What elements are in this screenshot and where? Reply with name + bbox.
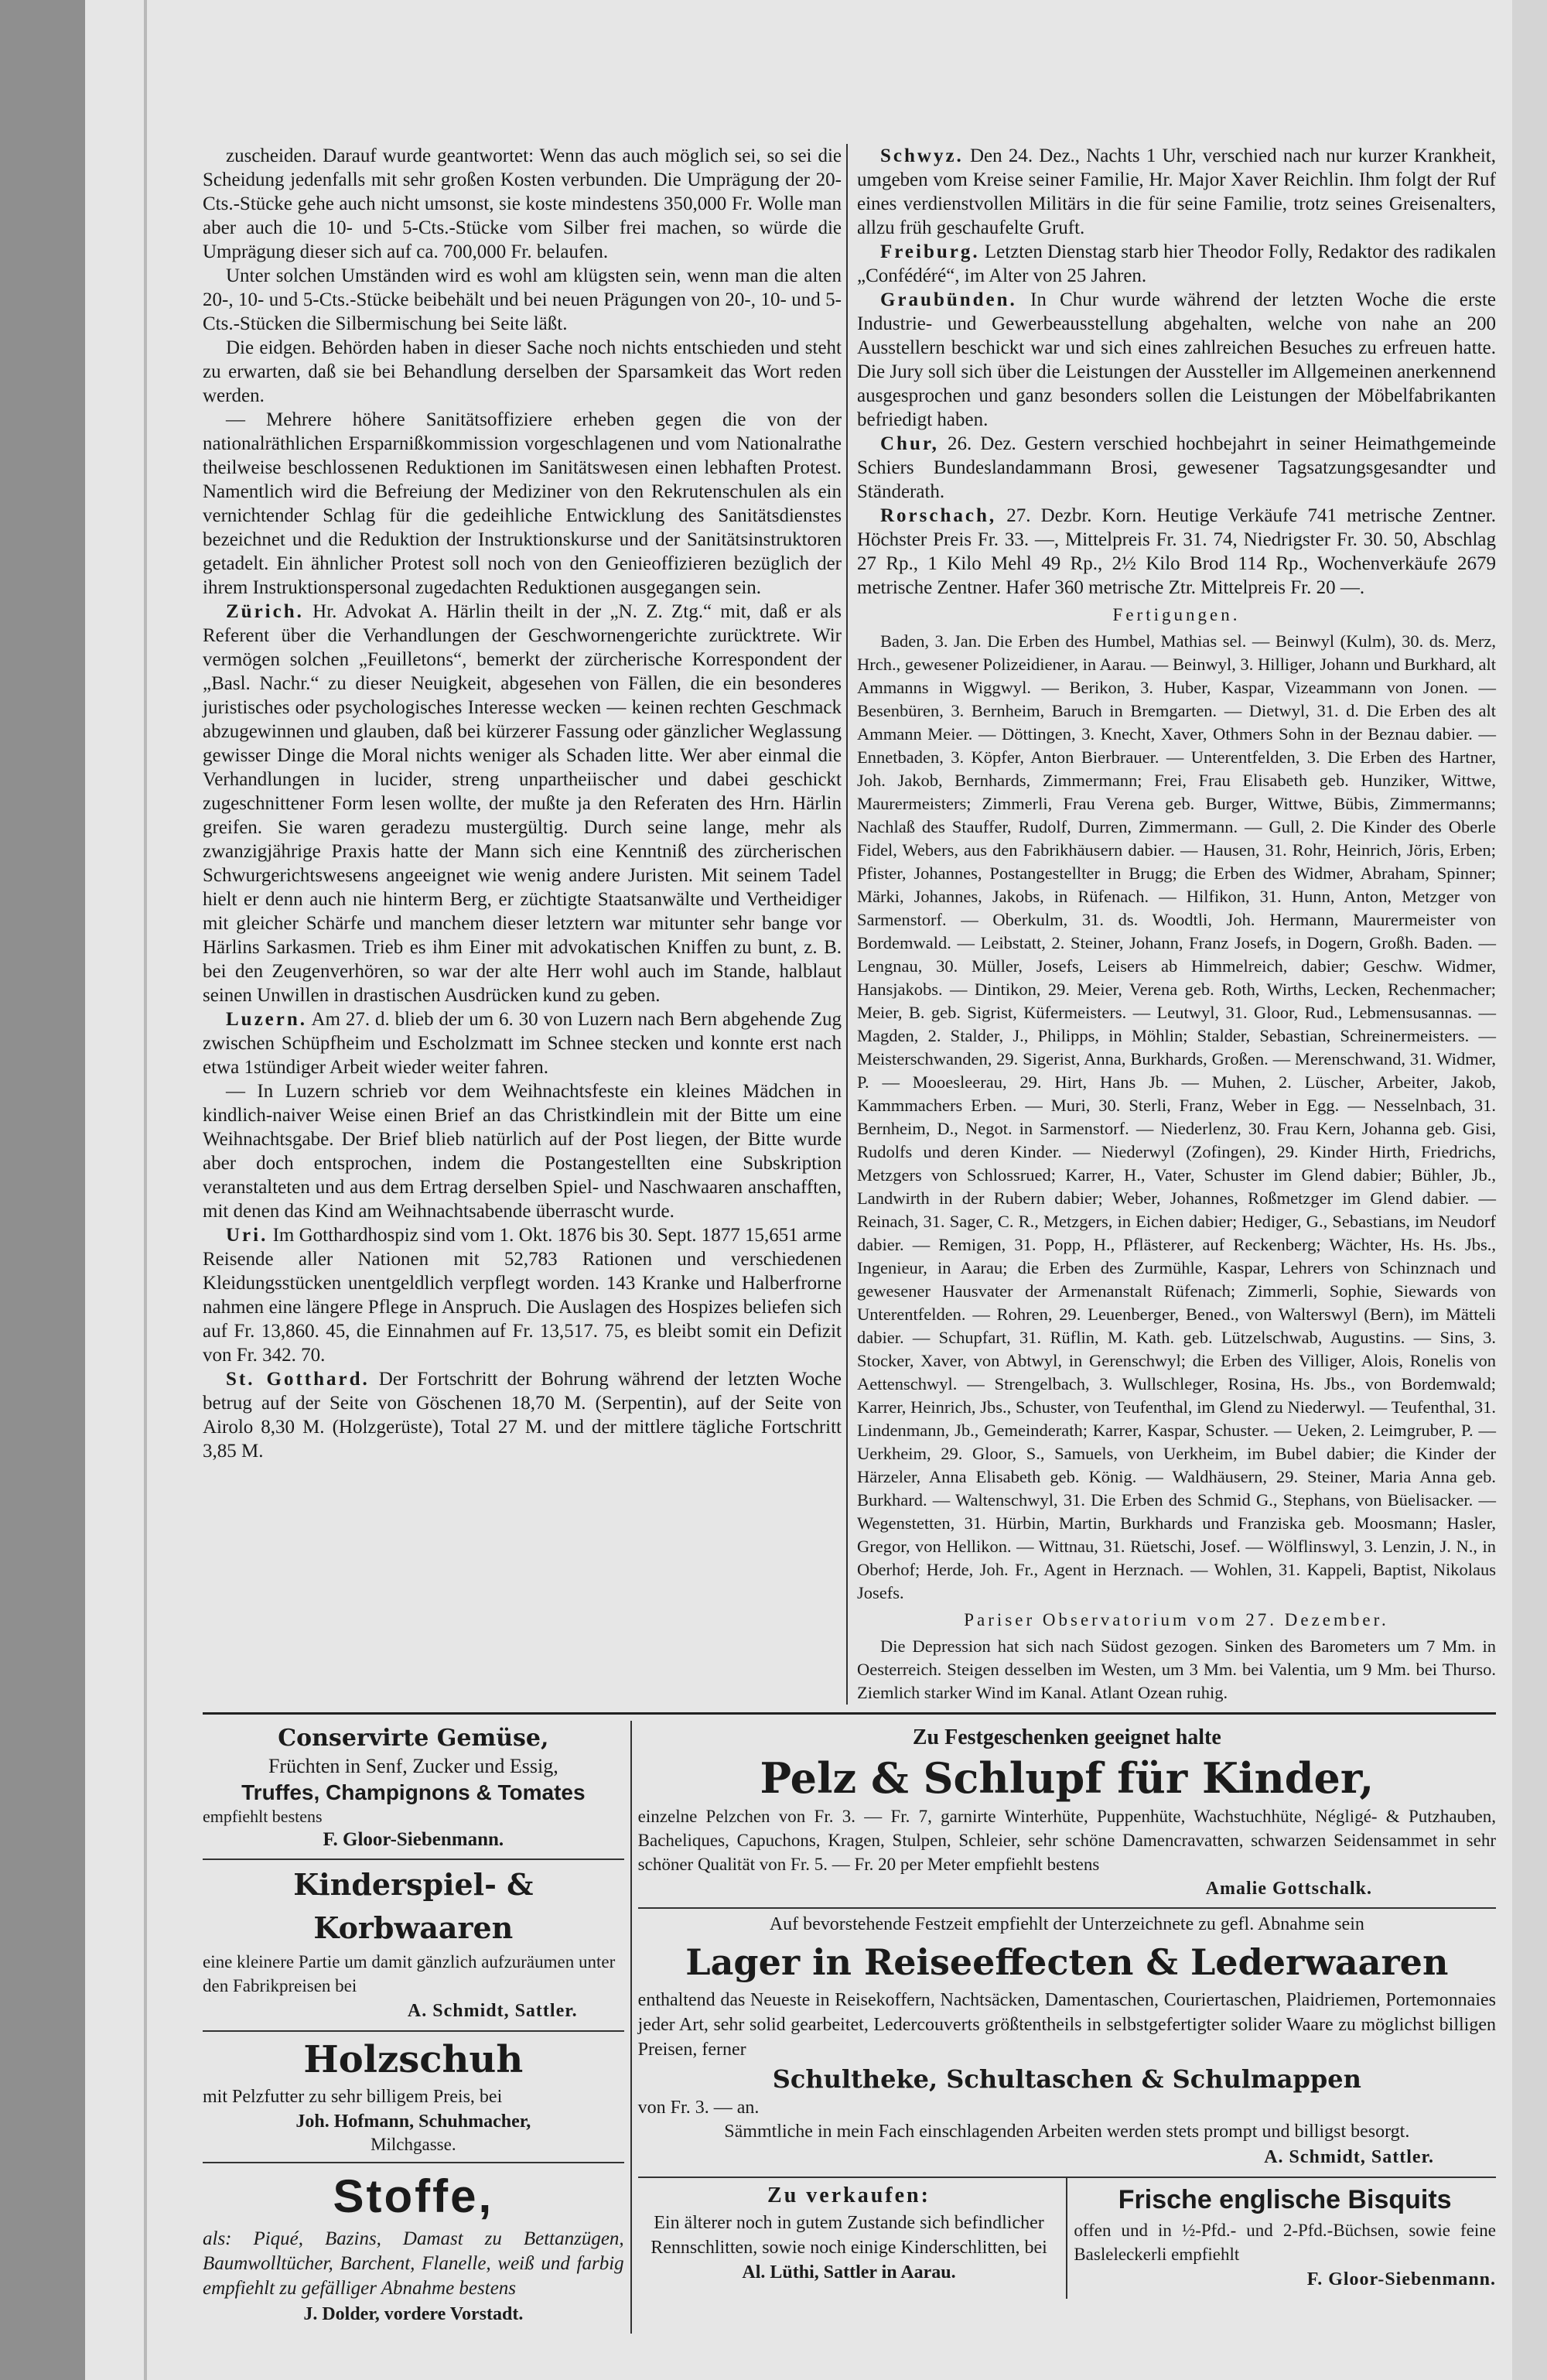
article-dateline: Freiburg. bbox=[880, 241, 980, 262]
ads-bottom-row bbox=[638, 2178, 1496, 2299]
ad-title: Lager in Reiseeffecten & Lederwaaren bbox=[685, 1941, 1449, 1983]
article-dateline: Graubünden. bbox=[880, 289, 1017, 310]
ad-signature: F. Gloor-Siebenmann. bbox=[1306, 2269, 1497, 2289]
ad-pelz-schlupf bbox=[638, 1721, 1496, 1909]
article-dateline: Schwyz. bbox=[880, 145, 964, 166]
ad-zu-verkaufen bbox=[638, 2178, 1068, 2299]
ads-left-column bbox=[203, 1721, 632, 2334]
ad-line: empfiehlt bestens bbox=[203, 1807, 323, 1826]
article-paragraph bbox=[203, 144, 842, 264]
ad-kinderspiel bbox=[203, 1860, 624, 2032]
ad-lager bbox=[638, 1909, 1496, 2178]
article-dateline: St. Gotthard. bbox=[226, 1369, 370, 1390]
ad-signature: Amalie Gottschalk. bbox=[1205, 1879, 1372, 1899]
fertigungen-heading: Fertigungen. bbox=[1112, 605, 1241, 624]
ad-text: Ein älterer noch in gutem Zustande sich befindlicher Rennschlitten, sowie noch einige Kinderschlitten, bei bbox=[651, 2213, 1047, 2258]
article-text: — Mehrere höhere Sanitätsoffiziere erheben gegen die von der nationalräthlichen Ersparnißkommission vorgeschlagenen und vom Nationalrathe theilweise beschlossenen Reduktionen im Sanitätswesen einen lebhaften Protest. Namentlich wird die Befreiung der Mediziner von den Rekrutenschulen als ein vernichtender Schlag für die gedeihliche Entwicklung des Sanitätsdienstes bezeichnet und die Reduktion der Instruktionskurse und der Sanitätsinstruktoren getadelt. Ein ähnlicher Protest soll noch von den Genieoffizieren bezüglich der ihrem Instruktionspersonal zugedachten Reduktionen ausgegangen sein. bbox=[203, 409, 842, 598]
scan-border bbox=[0, 0, 85, 2380]
article-paragraph bbox=[857, 432, 1496, 504]
ad-note: Sämmtliche in mein Fach einschlagenden Arbeiten werden stets prompt und billigst besorgt. bbox=[724, 2122, 1410, 2142]
article-text: 27. Dezbr. Korn. Heutige Verkäufe 741 metrische Zentner. Höchster Preis Fr. 33. —, Mittelpreis Fr. 31. 74, Niedrigster Fr. 30. 50, Abschlag 27 Rp., 1 Kilo Mehl 49 Rp., 2½ Kilo Brod 114 Rp., Wochenverkäufe 2679 metrische Zentner. Hafer 360 metrische Ztr. Mittelpreis Fr. 20 —. bbox=[857, 505, 1496, 598]
ad-title: Frische englische Bisquits bbox=[1118, 2185, 1452, 2214]
ad-title: Pelz & Schlupf für Kinder, bbox=[760, 1753, 1375, 1803]
article-text: Im Gotthardhospiz sind vom 1. Okt. 1876 bis 30. Sept. 1877 15,651 arme Reisende aller Nationen mit 52,783 Rationen und verschiedenen Kleidungsstücken unentgeldlich verpflegt worden. 143 Kranke und Halberfrorne nahmen eine längere Pflege in Anspruch. Die Auslagen des Hospizes beliefen sich auf Fr. 13,860. 45, die Einnahmen auf Fr. 13,517. 75, es bleibt somit ein Defizit von Fr. 342. 70. bbox=[203, 1225, 842, 1366]
ad-text: eine kleinere Partie um damit gänzlich aufzuräumen unter den Fabrikpreisen bei bbox=[203, 1952, 616, 1995]
ad-title: Conservirte Gemüse, bbox=[278, 1725, 549, 1752]
ad-text: mit Pelzfutter zu sehr billigem Preis, bei bbox=[203, 2087, 503, 2107]
ad-address: Milchgasse. bbox=[371, 2135, 456, 2154]
ad-signature: Al. Lüthi, Sattler in Aarau. bbox=[742, 2262, 956, 2283]
article-text: Den 24. Dez., Nachts 1 Uhr, verschied nach nur kurzer Krankheit, umgeben vom Kreise seiner Familie, Hr. Major Xaver Reichlin. Ihm folgt der Ruf eines verdienstvollen Militärs in die für seine Familie, trotz seines Greisenalters, allzu früh geschaufelte Gruft. bbox=[857, 145, 1496, 238]
article-paragraph bbox=[857, 288, 1496, 432]
article-paragraph bbox=[203, 1007, 842, 1079]
article-paragraph bbox=[857, 240, 1496, 288]
article-dateline: Chur, bbox=[880, 433, 939, 454]
ad-text: enthaltend das Neueste in Reisekoffern, Nachtsäcken, Damentaschen, Couriertaschen, Plaidriemen, Portemonnaies jeder Art, sehr solid gearbeitet, Ledercouverts größtentheils in selbstgefertigter solider Waare zu möglichst billigen Preisen, ferner bbox=[637, 1990, 1496, 2060]
ad-title: Stoffe, bbox=[333, 2170, 494, 2222]
page-fold-line bbox=[144, 0, 147, 2380]
article-paragraph bbox=[203, 1223, 842, 1367]
left-column bbox=[203, 144, 846, 1463]
ad-line: Früchten in Senf, Zucker und Essig, bbox=[268, 1755, 558, 1777]
ad-subtitle: Schultheke, Schultaschen & Schulmappen bbox=[772, 2064, 1361, 2094]
ad-intro: Zu Festgeschenken geeignet halte bbox=[912, 1725, 1221, 1749]
ad-line: Truffes, Champignons & Tomates bbox=[241, 1780, 586, 1804]
article-dateline: Luzern. bbox=[226, 1009, 308, 1030]
article-text: Am 27. d. blieb der um 6. 30 von Luzern nach Bern abgehende Zug zwischen Schüpfheim und Escholzmatt im Schnee stecken und konnte erst nach etwa 1stündiger Arbeit wieder weiter fahren. bbox=[203, 1009, 842, 1078]
ad-title: Kinderspiel- & Korbwaaren bbox=[293, 1867, 534, 1945]
article-paragraph bbox=[203, 264, 842, 336]
ad-signature: A. Schmidt, Sattler. bbox=[407, 2001, 578, 2021]
ads-section bbox=[203, 1721, 1496, 2334]
article-paragraph bbox=[203, 408, 842, 600]
ad-conserven bbox=[203, 1721, 624, 1860]
article-paragraph bbox=[203, 336, 842, 408]
article-text: Unter solchen Umständen wird es wohl am klügsten sein, wenn man die alten 20-, 10- und 5-Cts.-Stücke beibehält und bei neuen Prägungen von 20-, 10- und 5-Cts.-Stücken die Silbermischung bei Seite läßt. bbox=[203, 265, 842, 334]
news-columns bbox=[203, 144, 1496, 1705]
ad-price: von Fr. 3. — an. bbox=[637, 2098, 760, 2118]
article-paragraph bbox=[203, 600, 842, 1007]
ad-title: Holzschuh bbox=[303, 2038, 524, 2081]
article-paragraph bbox=[857, 144, 1496, 240]
ad-signature: Joh. Hofmann, Schuhmacher, bbox=[295, 2112, 531, 2132]
ad-signature: J. Dolder, vordere Vorstadt. bbox=[303, 2304, 524, 2324]
right-column bbox=[846, 144, 1496, 1705]
ad-stoffe bbox=[203, 2163, 624, 2334]
right-articles bbox=[857, 144, 1496, 600]
article-paragraph bbox=[203, 1367, 842, 1463]
ads-divider bbox=[203, 1712, 1496, 1715]
article-text: zuscheiden. Darauf wurde geantwortet: Wenn das auch möglich sei, so sei die Scheidung jedenfalls mit sehr großen Kosten verbunden. Die Umprägung der 20-Cts.-Stücke gehe auch nicht umsonst, sie koste mindestens 350,000 Fr. Wolle man aber auch die 10- und 5-Cts.-Stücke vom Silber frei machen, so würde die Umprägung dieser sich auf ca. 700,000 Fr. belaufen. bbox=[203, 145, 842, 262]
ad-signature: A. Schmidt, Sattler. bbox=[1264, 2147, 1434, 2167]
article-text: 26. Dez. Gestern verschied hochbejahrt in seiner Heimathgemeinde Schiers Bundeslandammann Brosi, gewesener Tagsatzungsgesandter und Ständerath. bbox=[857, 433, 1496, 502]
ads-right-column bbox=[632, 1721, 1496, 2334]
observatorium-text: Die Depression hat sich nach Südost gezogen. Sinken des Barometers um 7 Mm. in Oesterreich. Steigen desselben im Westen, um 3 Mm. bei Valentia, um 9 Mm. bei Thurso. Ziemlich starker Wind im Kanal. Atlant Ozean ruhig. bbox=[857, 1636, 1496, 1702]
article-text: — In Luzern schrieb vor dem Weihnachtsfeste ein kleines Mädchen in kindlich-naiver Weise einen Brief an das Christkindlein mit der Bitte um eine Weihnachtsgabe. Der Brief blieb natürlich auf der Post liegen, der Bitte wurde aber doch entsprochen, indem die Postangestellten eine Subskription veranstalteten und aus dem Ertrag derselben Spiel- und Naschwaaren anschafften, mit denen das Kind am Weihnachtsabende überrascht wurde. bbox=[203, 1081, 842, 1222]
article-text: Hr. Advokat A. Härlin theilt in der „N. Z. Ztg.“ mit, daß er als Referent über die Verhandlungen der Geschwornengerichte zurücktrete. Wir vermögen solchen „Feuilletons“, bemerkt der zürcherische Korrespondent der „Basl. Nachr.“ zu dieser Neuigkeit, abgesehen von Fällen, die ein besonderes juristisches oder psychologisches Interesse wecken — keinen rechten Geschmack abzugewinnen und glauben, daß bei kürzerer Fassung oder gänzlicher Weglassung gewisser Dinge die Moral nichts weniger als Schaden litte. Wer aber einmal die Verhandlungen in lucider, streng unpartheiischer und dabei geschickt zugeschnittener Form lesen wollte, der mußte ja den Referaten des Hrn. Härlin greifen. Sie waren geradezu mustergültig. Durch seine lange, mehr als zwanzigjährige Praxis hatte der Mann sich eine Kenntniß des zürcherischen Schwurgerichtswesens angeeignet wie wenig andere Juristen. Mit seinem Tadel hielt er denn auch nie hinterm Berg, er züchtigte Staatsanwälte und Vertheidiger mit gleicher Schärfe und manchem dieser letztern war mitunter sehr bange vor Härlins Sarkasmen. Trieb es ihm Einer mit advokatischen Kniffen zu bunt, z. B. bei den Zeugenverhören, so war der alte Herr wohl auch im Stande, halblaut seinen Unwillen in drastischen Ausdrücken kund zu geben. bbox=[203, 601, 842, 1006]
article-text: In Chur wurde während der letzten Woche die erste Industrie- und Gewerbeausstellung abgehalten, welche von nahe an 200 Ausstellern beschickt war und sich eines zahlreichen Besuches zu erfreuen hatte. Die Jury soll sich über die Leistungen der Aussteller im Allgemeinen anerkennend ausgesprochen und ganz besonders sollen die Leistungen der Möbelfabrikanten befriedigt haben. bbox=[857, 289, 1496, 430]
article-text: Letzten Dienstag starb hier Theodor Folly, Redaktor des radikalen „Confédéré“, im Alter von 25 Jahren. bbox=[857, 241, 1496, 286]
article-text: Der Fortschritt der Bohrung während der letzten Woche betrug auf der Seite von Göschenen 18,70 M. (Serpentin), auf der Seite von Airolo 8,30 M. (Holzgerüste), Total 27 M. und der mittlere tägliche Fortschritt 3,85 M. bbox=[203, 1369, 842, 1462]
article-dateline: Zürich. bbox=[226, 601, 304, 622]
ad-text: einzelne Pelzchen von Fr. 3. — Fr. 7, garnirte Winterhüte, Puppenhüte, Wachstuchhüte, Négligé- & Putzhauben, Bacheliques, Capuchons, Kragen, Stulpen, Schleier, sehr schöne Damencravatten, schwarzen Seidensammet in sehr schöner Qualität von Fr. 5. — Fr. 20 per Meter empfiehlt bestens bbox=[637, 1807, 1496, 1874]
observatorium-heading: Pariser Observatorium vom 27. Dezember. bbox=[964, 1610, 1389, 1629]
article-text: Die eidgen. Behörden haben in dieser Sache noch nichts entschieden und steht zu erwarten, daß sie bei Behandlung derselben der Sparsamkeit das Wort reden werden. bbox=[203, 337, 842, 406]
ad-text: als: Piqué, Bazins, Damast zu Bettanzügen, Baumwolltücher, Barchent, Flanelle, weiß und farbig empfiehlt zu gefälliger Abnahme bestens bbox=[203, 2228, 624, 2299]
newspaper-page bbox=[203, 0, 1496, 2380]
ad-intro: Auf bevorstehende Festzeit empfiehlt der Unterzeichnete zu gefl. Abnahme sein bbox=[769, 1914, 1364, 1934]
ad-holzschuh bbox=[203, 2032, 624, 2163]
page-edge bbox=[1512, 0, 1547, 2380]
ad-title: Zu verkaufen: bbox=[767, 2183, 931, 2207]
ad-signature: F. Gloor-Siebenmann. bbox=[323, 1829, 504, 1850]
article-paragraph bbox=[857, 504, 1496, 600]
fertigungen-list: Baden, 3. Jan. Die Erben des Humbel, Mathias sel. — Beinwyl (Kulm), 30. ds. Merz, Hrch., gewesener Polizeidiener, in Aarau. — Beinwyl, 3. Hilliger, Johann und Burkhard, alt Ammanns in Wiggwyl. — Berikon, 3. Huber, Kaspar, Vizeammann von Jonen. — Besenbüren, 3. Bernheim, Baruch in Bremgarten. — Dietwyl, 31. d. Die Erben des alt Ammann Meier. — Döttingen, 3. Knecht, Xaver, Othmers Sohn in der Beznau dabier. — Ennetbaden, 3. Köpfer, Anton Bierbrauer. — Unterentfelden, 3. Die Erben des Hartner, Joh. Jakob, Bernhards, Zimmermann; Frei, Frau Elisabeth geb. Hunziker, Wittwe, Maurermeisters; Zimmerli, Frau Verena geb. Burger, Wittwe, Bübis, Zimmermanns; Nachlaß des Stauffer, Rudolf, Durren, Zimmermann. — Gull, 2. Die Kinder des Oberle Fidel, Webers, aus den Fabrikhäusern dabier. — Hausen, 31. Rohr, Heinrich, Jöris, Erben; Pfister, Johannes, Postangestellter in Brugg; die Erben des Widmer, Abraham, Spinner; Märki, Johannes, Jakobs, in Rüfenach. — Hilfikon, 31. Hunn, Anton, Metzger von Sarmenstorf. — Oberkulm, 31. ds. Woodtli, Joh. Hermann, Maurermeister von Bordemwald. — Leibstatt, 2. Steiner, Johann, Franz Josefs, in Dogern, Großh. Baden. — Lengnau, 30. Müller, Josefs, Leisers ab Himmelreich, dabier; Geschw. Widmer, Hansjakobs. — Dintikon, 29. Meier, Verena geb. Roth, Wirths, Lecken, Rechenmacher; Meier, B. geb. Sigrist, Küfermeisters. — Leutwyl, 31. Gloor, Rud., Lebmensusannas. — Magden, 2. Stalder, J., Philipps, in Möhlin; Stalder, Sebastian, Schreinermeisters. — Meisterschwanden, 29. Sigerist, Anna, Burkhards, Großen. — Merenschwand, 31. Widmer, P. — Mooesleerau, 29. Hirt, Hans Jb. — Muhen, 2. Lüscher, Arbeiter, Jakob, Kammmachers Erben. — Muri, 30. Sterli, Franz, Weber in Egg. — Nesselnbach, 31. Bernheim, D., Negot. in Sarmenstorf. — Niederlenz, 30. Frau Kern, Johanna geb. Gisi, Rudolfs und deren Kinder. — Niederwyl (Zofingen), 29. Kinder Hirth, Friedrichs, Metzgers von Schlossrued; Karrer, H., Vater, Schuster im Glend dabier; Bühler, Jb., Landwirth in der Rubern dabier; Weber, Johannes, Roßmetzger im Glend dabier. — Reinach, 31. Sager, C. R., Metzgers, in Eichen dabier; Hediger, G., Sebastians, im Neudorf dabier. — Remigen, 31. Popp, H., Pflästerer, auf Reckenberg; Wächter, Hs. Hs. Jbs., Ingenieur, in Aarau; die Erben des Zurmühle, Kaspar, Lehrers von Schinznach und gewesener Hausvater der Armenanstalt Rüfenach; Zimmerli, Sophie, Siewards von Unterentfelden. — Rohren, 29. Leuenberger, Bened., von Walterswyl (Bern), im Mätteli dabier. — Schupfart, 31. Rüflin, M. Kath. geb. Lützelschwab, Augustins. — Sins, 3. Stocker, Xaver, von Abtwyl, in Gerenschwyl; die Erben des Villiger, Alois, Ronelis von Aettenschwyl. — Strengelbach, 3. Wullschleger, Rosina, Hs. Jbs., von Bordemwald; Karrer, Heinrich, Jbs., Schuster, von Teufenthal, im Glend zu Niederwyl. — Teufenthal, 31. Lindenmann, Jb., Gemeinderath; Karrer, Kaspar, Schuster. — Ueken, 2. Leimgruber, P. — Uerkheim, 29. Gloor, S., Samuels, von Uerkheim, im Bubel dabier; die Kinder der Härzeler, Anna Elisabeth geb. König. — Waldhäusern, 29. Steiner, Maria Anna geb. Burkhard. — Waltenschwyl, 31. Die Erben des Schmid G., Stephans, von Büelisacker. — Wegenstetten, 31. Hürbin, Martin, Burkhards und Franziska geb. Moosmann; Hasler, Gregor, von Hellikon. — Wittnau, 31. Rüetschi, Josef. — Wölflinswyl, 3. Lenzin, J. N., in Oberhof; Herde, Joh. Fr., Agent in Herznach. — Wohlen, 31. Kappeli, Baptist, Nikolaus Josefs. bbox=[857, 631, 1496, 1602]
ad-bisquits bbox=[1067, 2178, 1496, 2299]
article-dateline: Rorschach, bbox=[880, 505, 997, 526]
article-dateline: Uri. bbox=[226, 1225, 268, 1246]
ad-text: offen und in ½-Pfd.- und 2-Pfd.-Büchsen, sowie feine Basleleckerli empfiehlt bbox=[1074, 2221, 1497, 2264]
article-paragraph bbox=[203, 1079, 842, 1223]
